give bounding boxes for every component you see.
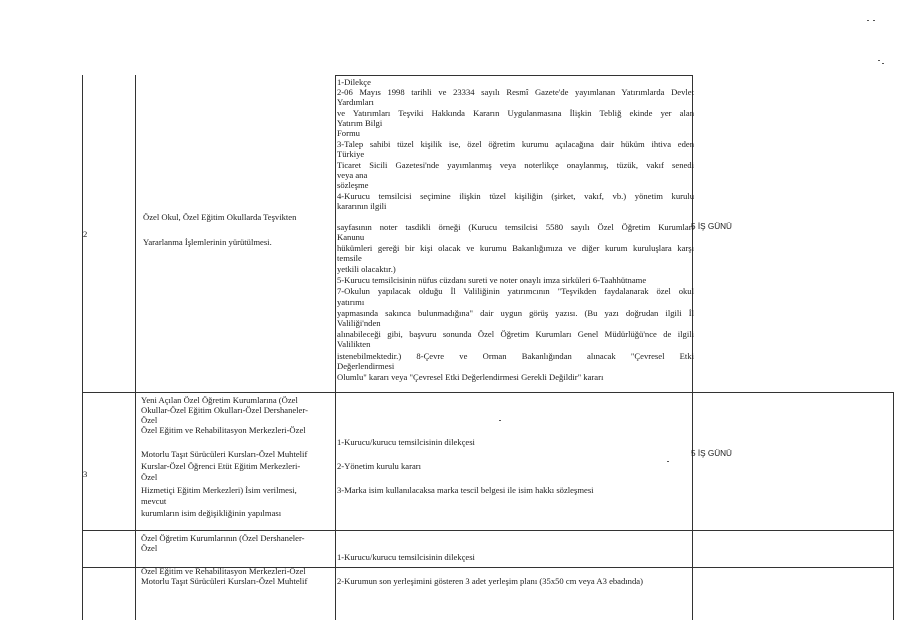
row3-title-line: kurumların isim değişikliğinin yapılması xyxy=(141,508,282,518)
row2-document-line: Yardımları xyxy=(337,97,374,107)
row2-document-line: 2-06 Mayıs 1998 tarihli ve 23334 sayılı Resmî Gazete'de yayımlanan Yatırımlarda Devlet xyxy=(337,87,694,97)
table-right-border xyxy=(893,392,894,620)
row2-title-line: Özel Okul, Özel Eğitim Okullarda Teşvikten xyxy=(143,212,297,222)
row2-document-line: Valiliği'nden xyxy=(337,318,381,328)
row3-title-line: Özel xyxy=(141,472,158,482)
row2-document-line: ve Yatırımları Teşviki Hakkında Kararın Uygulanmasına İlişkin Tebliğ ekinde yer alan xyxy=(337,108,694,118)
row2-duration: 5 İŞ GÜNÜ xyxy=(691,222,732,231)
row4-title-line: Özel xyxy=(141,543,158,553)
row2-number: 2 xyxy=(83,229,88,239)
row2-document-line: Değerlendirmesi xyxy=(337,361,395,371)
row4-title-line: Özel Eğitim ve Rehabilitasyon Merkezleri-Özel xyxy=(141,566,306,576)
row2-document-line: Olumlu" kararı veya "Çevresel Etki Değerlendirmesi Gerekli Değildir" kararı xyxy=(337,372,604,382)
row3-number: 3 xyxy=(83,469,88,479)
row3-document-line: 2-Yönetim kurulu kararı xyxy=(337,461,422,471)
row2-document-line: hükümleri gereği bir kişi olacak ve kurumu Bakanlığımıza ve diğer kurum kuruluşlara karşı xyxy=(337,243,694,253)
row2-document-line: yatırımı xyxy=(337,297,365,307)
scan-speck xyxy=(867,20,869,21)
row4-document-line: 2-Kurumun son yerleşimini gösteren 3 adet yerleşim planı (35x50 cm veya A3 ebadında) xyxy=(337,576,643,586)
row2-document-line: yetkili olacaktır.) xyxy=(337,264,396,274)
row4-title-line: Motorlu Taşıt Sürücüleri Kursları-Özel Muhtelif xyxy=(141,576,308,586)
scan-speck xyxy=(873,20,875,21)
row3-duration: 5 İŞ GÜNÜ xyxy=(691,449,732,458)
row2-document-line: yapmasında sakınca bulunmadığına" dair uygun görüş yazısı. (Bu yazı doğrudan ilgili İl xyxy=(337,308,694,318)
row4-document-line: 1-Kurucu/kurucu temsilcisinin dilekçesi xyxy=(337,552,475,562)
row2-document-line: sayfasının noter tasdikli örneği (Kurucu temsilcisi 5580 sayılı Özel Öğretim Kurumları xyxy=(337,222,694,232)
table-left-border xyxy=(82,75,83,620)
title-column-border xyxy=(335,75,336,620)
row2-title-line: Yararlanma İşlemlerinin yürütülmesi. xyxy=(143,237,272,247)
row2-document-line: Yatırım Bilgi xyxy=(337,118,383,128)
row2-document-line: Valilikten xyxy=(337,339,371,349)
row2-document-line: temsile xyxy=(337,253,362,263)
row2-document-line: Ticaret Sicili Gazetesi'nde yayımlanmış veya noterlikçe onaylanmış, tüzük, vakıf senedi xyxy=(337,160,694,170)
row2-document-line: istenebilmektedir.) 8-Çevre ve Orman Bakanlığından alınacak "Çevresel Etki xyxy=(337,351,694,361)
row2-document-line: kararının ilgili xyxy=(337,201,387,211)
row2-document-line: 7-Okulun yapılacak olduğu İl Valiliğinin yatırımcının "Teşvikden faydalanarak özel okul xyxy=(337,286,694,296)
row3-title-line: mevcut xyxy=(141,496,167,506)
row3-title-line: Özel xyxy=(141,415,158,425)
scan-speck xyxy=(499,420,501,421)
scan-speck xyxy=(667,461,669,462)
row2-document-line: Türkiye xyxy=(337,149,365,159)
row2-document-line: 1-Dilekçe xyxy=(337,77,371,87)
row2-document-line: 4-Kurucu temsilcisi seçimine ilişkin tüzel kişiliğin (şirket, vakıf, vb.) yönetim kurulu xyxy=(337,191,694,201)
row2-document-line: 3-Talep sahibi tüzel kişilik ise, özel öğretim kurumu açılacağına dair hüküm ihtiva eden xyxy=(337,139,694,149)
row3-title-line: Hizmetiçi Eğitim Merkezleri) İsim verilmesi, xyxy=(141,485,297,495)
row2-document-line: alınabileceği gibi, başvuru sonunda Özel Öğretim Kurumları Genel Müdürlüğü'nce de ilgili xyxy=(337,329,694,339)
row2-document-line: 5-Kurucu temsilcisinin nüfus cüzdanı sureti ve noter onaylı imza sirküleri 6-Taahhütname xyxy=(337,275,647,285)
row2-document-line: Kanunu xyxy=(337,232,365,242)
table-top-border xyxy=(335,75,692,76)
row3-title-line: Kurslar-Özel Öğrenci Etüt Eğitim Merkezleri- xyxy=(141,461,301,471)
row2-document-line: sözleşme xyxy=(337,180,369,190)
documents-column-border xyxy=(692,75,693,620)
row3-title-line: Yeni Açılan Özel Öğretim Kurumlarına (Özel xyxy=(141,395,298,405)
row4-title-line: Özel Öğretim Kurumlarının (Özel Dershaneler- xyxy=(141,533,305,543)
row3-bottom-border xyxy=(82,530,894,531)
row3-title-line: Okullar-Özel Eğitim Okulları-Özel Dershaneler- xyxy=(141,405,308,415)
number-column-border xyxy=(135,75,136,620)
row2-document-line: veya ana xyxy=(337,170,368,180)
row2-bottom-border xyxy=(82,392,894,393)
scan-speck xyxy=(882,63,884,64)
scan-speck xyxy=(878,60,880,61)
row3-title-line: Motorlu Taşıt Sürücüleri Kursları-Özel Muhtelif xyxy=(141,449,308,459)
row3-document-line: 1-Kurucu/kurucu temsilcisinin dilekçesi xyxy=(337,437,475,447)
row3-title-line: Özel Eğitim ve Rehabilitasyon Merkezleri-Özel xyxy=(141,425,306,435)
row3-document-line: 3-Marka isim kullanılacaksa marka tescil belgesi ile isim hakkı sözleşmesi xyxy=(337,485,594,495)
row2-document-line: Formu xyxy=(337,128,360,138)
